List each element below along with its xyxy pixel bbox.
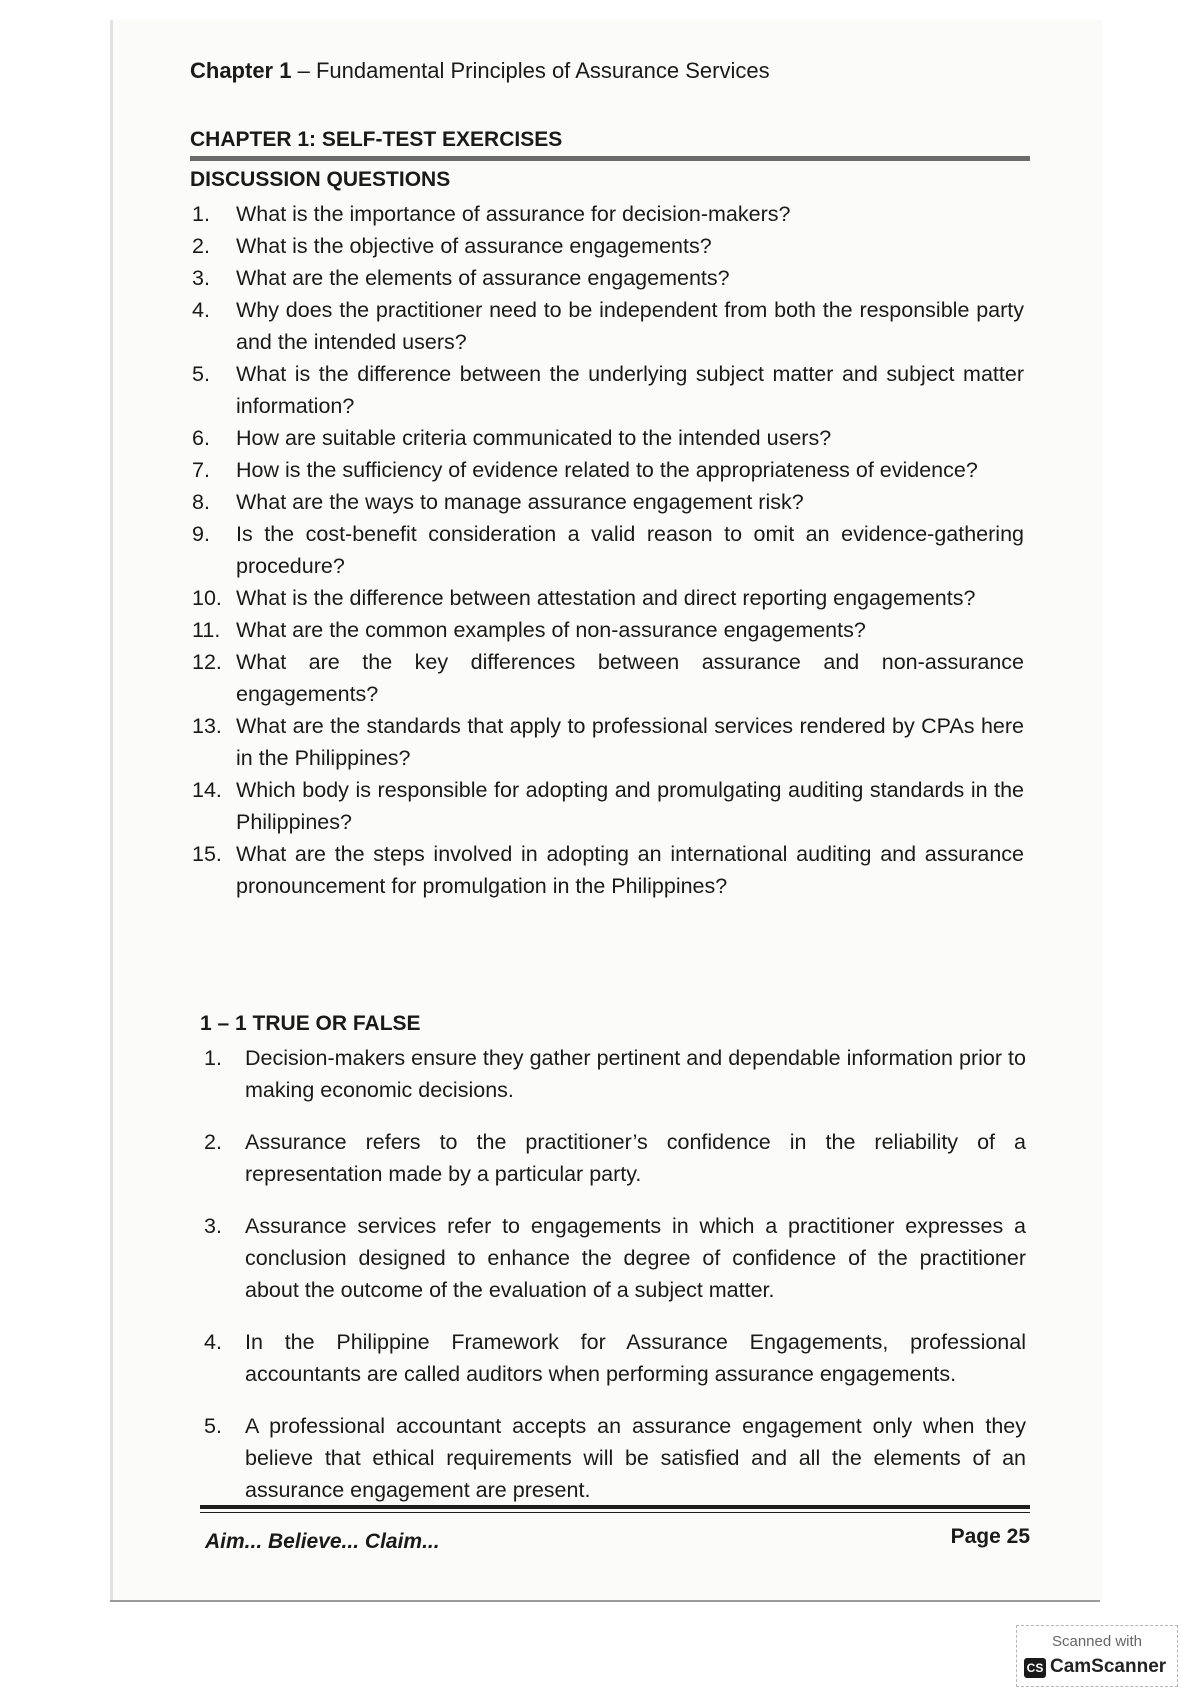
discussion-heading: DISCUSSION QUESTIONS — [190, 168, 451, 191]
footer-divider-thin — [200, 1512, 1030, 1513]
item-number: 2. — [204, 1130, 222, 1154]
item-number: 2. — [192, 234, 210, 258]
list-item — [204, 1410, 1026, 1506]
item-text: What are the steps involved in adopting an international auditing and assurance pronouncement for promulgation in the Philippines? — [236, 842, 1024, 898]
item-text: In the Philippine Framework for Assurance Engagements, professional accountants are called auditors when performing assurance engagements. — [245, 1330, 1026, 1386]
item-text: What is the difference between attestation and direct reporting engagements? — [236, 586, 976, 610]
item-number: 7. — [192, 458, 210, 482]
item-text: A professional accountant accepts an assurance engagement only when they believe that ethical requirements will be satisfied and all the elements of an assurance engagement are present. — [245, 1414, 1026, 1502]
chapter-title: – Fundamental Principles of Assurance Services — [291, 58, 770, 83]
item-text: What are the ways to manage assurance engagement risk? — [236, 490, 804, 514]
item-text: What are the elements of assurance engagements? — [236, 266, 730, 290]
item-text: How are suitable criteria communicated to the intended users? — [236, 426, 832, 450]
item-text: What is the importance of assurance for decision-makers? — [236, 202, 791, 226]
item-text: What is the difference between the underlying subject matter and subject matter information? — [236, 362, 1024, 418]
camscanner-logo-icon: CS — [1024, 1658, 1046, 1678]
item-number: 1. — [204, 1046, 222, 1070]
list-item — [192, 646, 1024, 710]
page-edge-line — [110, 1600, 1100, 1602]
item-number: 1. — [192, 202, 210, 226]
list-item — [204, 1210, 1026, 1306]
list-item — [192, 774, 1024, 838]
true-false-heading: 1 – 1 TRUE OR FALSE — [200, 1012, 421, 1035]
item-number: 6. — [192, 426, 210, 450]
list-item — [192, 230, 1024, 262]
chapter-header — [190, 58, 770, 84]
watermark-brand: CamScanner — [1050, 1656, 1167, 1677]
chapter-number: Chapter 1 — [190, 58, 292, 83]
list-item — [192, 838, 1024, 902]
list-item — [192, 710, 1024, 774]
list-item — [192, 518, 1024, 582]
list-item — [204, 1326, 1026, 1390]
item-text: What are the key differences between assurance and non-assurance engagements? — [236, 650, 1024, 706]
item-number: 3. — [204, 1214, 222, 1238]
list-item — [204, 1042, 1026, 1106]
list-item — [204, 1126, 1026, 1190]
item-number: 3. — [192, 266, 210, 290]
item-text: Why does the practitioner need to be independent from both the responsible party and the intended users? — [236, 298, 1024, 354]
page-number: Page 25 — [950, 1525, 1030, 1548]
title-divider — [190, 156, 1030, 161]
list-item — [192, 582, 1024, 614]
item-text: Which body is responsible for adopting and promulgating auditing standards in the Philippines? — [236, 778, 1024, 834]
item-text: Is the cost-benefit consideration a valid reason to omit an evidence-gathering procedure? — [236, 522, 1024, 578]
footer-divider — [200, 1505, 1030, 1509]
item-number: 14. — [192, 778, 222, 802]
item-number: 4. — [204, 1330, 222, 1354]
item-number: 4. — [192, 298, 210, 322]
item-text: Decision-makers ensure they gather pertinent and dependable information prior to making economic decisions. — [245, 1046, 1026, 1102]
true-false-list — [204, 1042, 1026, 1526]
item-text: How is the sufficiency of evidence related to the appropriateness of evidence? — [236, 458, 978, 482]
list-item — [192, 262, 1024, 294]
item-number: 5. — [204, 1414, 222, 1438]
list-item — [192, 198, 1024, 230]
item-number: 12. — [192, 650, 222, 674]
section-title: CHAPTER 1: SELF-TEST EXERCISES — [190, 128, 563, 151]
footer-motto: Aim... Believe... Claim... — [205, 1530, 440, 1553]
item-number: 13. — [192, 714, 222, 738]
item-number: 11. — [192, 618, 221, 642]
list-item — [192, 454, 1024, 486]
list-item — [192, 422, 1024, 454]
item-text: What are the standards that apply to professional services rendered by CPAs here in the Philippines? — [236, 714, 1024, 770]
watermark-caption: Scanned with — [1051, 1633, 1143, 1650]
camscanner-watermark — [1016, 1625, 1178, 1687]
item-text: Assurance services refer to engagements in which a practitioner expresses a conclusion designed to enhance the degree of confidence of the practitioner about the outcome of the evaluation of a subject matter. — [245, 1214, 1026, 1302]
item-number: 9. — [192, 522, 210, 546]
list-item — [192, 294, 1024, 358]
list-item — [192, 614, 1024, 646]
item-text: Assurance refers to the practitioner’s confidence in the reliability of a representation made by a particular party. — [245, 1130, 1026, 1186]
item-text: What are the common examples of non-assurance engagements? — [236, 618, 866, 642]
discussion-questions-list — [192, 198, 1024, 902]
item-number: 10. — [192, 586, 222, 610]
list-item — [192, 486, 1024, 518]
item-text: What is the objective of assurance engagements? — [236, 234, 712, 258]
list-item — [192, 358, 1024, 422]
item-number: 5. — [192, 362, 210, 386]
item-number: 15. — [192, 842, 222, 866]
item-number: 8. — [192, 490, 210, 514]
